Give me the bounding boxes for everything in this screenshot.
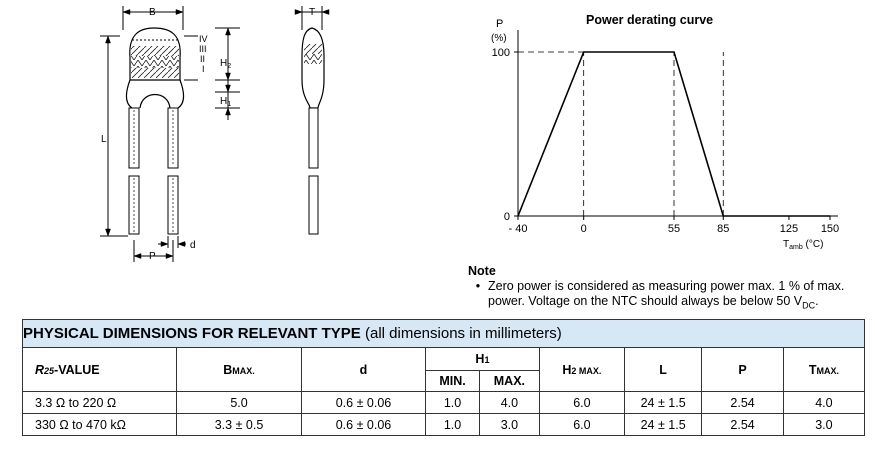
cell-bmax: 5.0	[177, 392, 302, 414]
label-t: T	[309, 7, 316, 18]
cell-h1min: 1.0	[426, 414, 480, 436]
x-tick-label: 0	[580, 223, 587, 235]
header-tmax: TMAX.	[783, 348, 864, 392]
cell-h1max: 4.0	[479, 392, 539, 414]
cell-r25: 330 Ω to 470 kΩ	[23, 414, 177, 436]
band-iv-label: IV	[199, 34, 208, 44]
cell-h1max: 3.0	[479, 414, 539, 436]
band-iii-label: III	[199, 44, 207, 54]
cell-d: 0.6 ± 0.06	[301, 414, 425, 436]
table-row	[23, 392, 865, 414]
cell-tmax: 4.0	[783, 392, 864, 414]
table-title-bold: PHYSICAL DIMENSIONS FOR RELEVANT TYPE	[23, 325, 361, 342]
label-h2: $H_2$	[220, 58, 232, 70]
power-derating-chart	[460, 0, 875, 260]
table-row	[23, 414, 865, 436]
chart-title: Power derating curve	[586, 13, 714, 27]
band-i-label: I	[202, 64, 205, 74]
cell-h1min: 1.0	[426, 392, 480, 414]
cell-h2: 6.0	[539, 414, 624, 436]
label-d: d	[190, 240, 196, 251]
note-line-2: power. Voltage on the NTC should always be below 50 V	[488, 294, 803, 308]
note-text	[488, 279, 868, 314]
label-l: L	[101, 134, 107, 145]
x-tick-label: 150	[820, 223, 840, 235]
y-tick-label: 100	[491, 47, 510, 59]
cell-h2: 6.0	[539, 392, 624, 414]
note-subscript: DC	[802, 300, 816, 311]
header-l: L	[624, 348, 701, 392]
note-item	[468, 279, 868, 314]
y-axis-unit: (%)	[491, 33, 507, 44]
x-tick-label: 125	[779, 223, 799, 235]
y-axis-label: P	[496, 18, 504, 30]
y-tick-label: 0	[503, 211, 510, 223]
cell-p: 2.54	[702, 414, 784, 436]
label-h1: $H_1$	[220, 96, 232, 108]
header-r25: R25-VALUE	[23, 348, 177, 392]
x-tick-label: 85	[717, 223, 730, 235]
table-title-row	[23, 320, 865, 348]
note-block	[468, 264, 868, 314]
header-h1-max: MAX.	[479, 371, 539, 392]
header-h2: H2 MAX.	[539, 348, 624, 392]
bullet: •	[475, 279, 481, 293]
header-bmax: BMAX.	[177, 348, 302, 392]
cell-l: 24 ± 1.5	[624, 392, 701, 414]
dimensions-table	[22, 319, 865, 436]
header-row	[23, 348, 865, 371]
table-title	[23, 320, 865, 348]
note-title: Note	[468, 264, 496, 278]
x-tick-label: 55	[667, 223, 681, 235]
cell-r25: 3.3 Ω to 220 Ω	[23, 392, 177, 414]
x-axis-label: $T_{amb}$ (°C)	[783, 239, 824, 251]
table-title-note: (all dimensions in millimeters)	[365, 325, 562, 342]
band-ii-label: II	[200, 54, 206, 64]
label-p: P	[149, 251, 156, 262]
note-line-2-end: .	[815, 294, 819, 308]
cell-tmax: 3.0	[783, 414, 864, 436]
cell-p: 2.54	[702, 392, 784, 414]
cell-bmax: 3.3 ± 0.5	[177, 414, 302, 436]
dimension-drawing	[0, 0, 460, 300]
note-line-1: Zero power is considered as measuring power max. 1 % of max.	[488, 279, 845, 293]
label-b: B	[149, 7, 156, 18]
header-h1: H1	[426, 348, 540, 371]
cell-l: 24 ± 1.5	[624, 414, 701, 436]
x-tick-label: - 40	[508, 223, 528, 235]
header-d: d	[301, 348, 425, 392]
header-p: P	[702, 348, 784, 392]
cell-d: 0.6 ± 0.06	[301, 392, 425, 414]
header-h1-min: MIN.	[426, 371, 480, 392]
